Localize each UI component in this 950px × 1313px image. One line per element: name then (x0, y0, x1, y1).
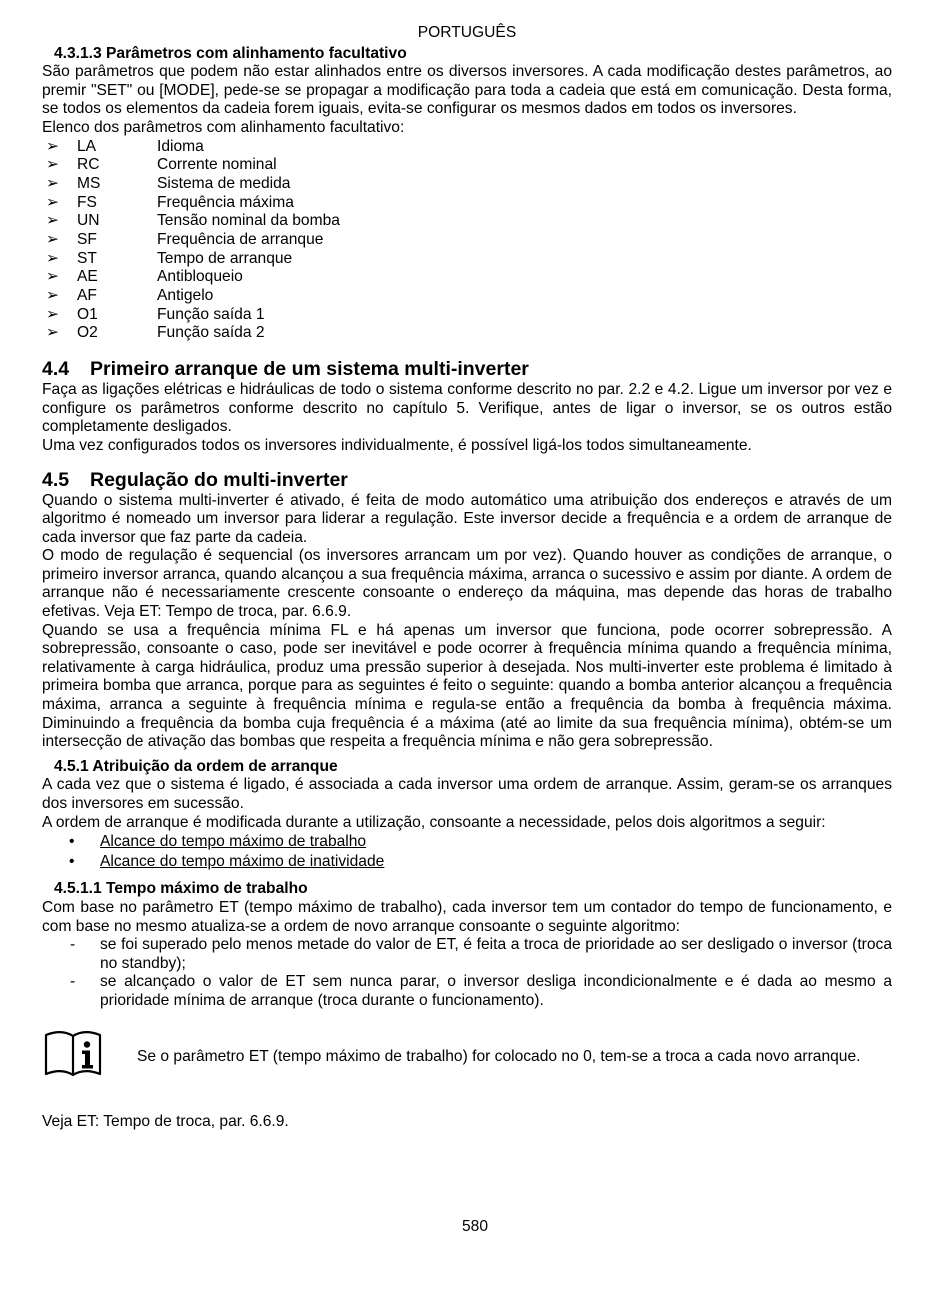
param-label: Função saída 2 (157, 324, 265, 342)
list-item (42, 287, 892, 306)
list-item (42, 936, 892, 973)
param-code: RC (77, 156, 100, 174)
param-label: Corrente nominal (157, 156, 277, 174)
param-code: ST (77, 249, 97, 267)
heading-4-5 (42, 469, 892, 491)
page-header: PORTUGUÊS (417, 24, 517, 41)
list-title: Elenco dos parâmetros com alinhamento facultativo: (42, 118, 405, 136)
paragraph: Com base no parâmetro ET (tempo máximo de trabalho), cada inversor tem um contador do tempo de funcionamento, e com base no mesmo atualiza-se a ordem de novo arranque consoante o seguinte algoritmo: (42, 898, 892, 935)
paragraph: A ordem de arranque é modificada durante a utilização, consoante a necessidade, pelos dois algoritmos a seguir: (42, 813, 826, 831)
bullet-icon: • (69, 852, 75, 870)
list-item (42, 194, 892, 213)
param-code: O2 (77, 324, 98, 342)
list-item (42, 973, 892, 1010)
arrow-bullet-icon: ➢ (46, 174, 60, 192)
page-number: 580 (461, 1218, 489, 1235)
algorithm-list (42, 833, 892, 871)
heading-4-5-1-1: 4.5.1.1 Tempo máximo de trabalho (54, 880, 308, 898)
param-label: Frequência máxima (157, 193, 294, 211)
arrow-bullet-icon: ➢ (46, 305, 60, 323)
arrow-bullet-icon: ➢ (46, 156, 60, 174)
param-code: O1 (77, 305, 98, 323)
list-item (42, 212, 892, 231)
param-label: Sistema de medida (157, 174, 291, 192)
paragraph: O modo de regulação é sequencial (os inversores arrancam um por vez). Quando houver as condições de arranque, o primeiro inversor arranca, quando alcançou a sua frequência máxima, arranca o sucessivo e assim por diante. A ordem de arranque não é necessariamente crescente consoante o endereço da máquina, mas depende das horas de trabalho efetivas. Veja ET: Tempo de troca, par. 6.6.9. (42, 547, 892, 621)
list-item (42, 306, 892, 325)
link-text[interactable]: Alcance do tempo máximo de trabalho (100, 833, 367, 851)
link-text[interactable]: Alcance do tempo máximo de inatividade (100, 852, 385, 870)
rule-list (42, 936, 892, 1010)
arrow-bullet-icon: ➢ (46, 212, 60, 230)
dash-bullet: - (70, 936, 76, 954)
list-item (42, 231, 892, 250)
param-code: UN (77, 212, 100, 230)
param-label: Idioma (157, 137, 204, 155)
section-number: 4.4 (42, 358, 70, 381)
list-item (42, 324, 892, 343)
book-info-icon (42, 1028, 137, 1086)
heading-4-5-1: 4.5.1 Atribuição da ordem de arranque (54, 757, 338, 775)
arrow-bullet-icon: ➢ (46, 249, 60, 267)
list-item (42, 250, 892, 269)
param-code: AE (77, 268, 98, 286)
paragraph: São parâmetros que podem não estar alinhados entre os diversos inversores. A cada modificação destes parâmetros, ao premir "SET" ou [MODE], pede-se se propagar a modificação para toda a cadeia que está em comunicação. Desta forma, se todos os elementos da cadeia forem iguais, evita-se configurar os mesmos dados em todos os inversores. (42, 63, 892, 118)
arrow-bullet-icon: ➢ (46, 231, 60, 248)
dash-bullet: - (70, 973, 76, 991)
paragraph: Faça as ligações elétricas e hidráulicas de todo o sistema conforme descrito no par. 2.2 e 4.2. Ligue um inversor por vez e configure os parâmetros conforme descrito no capítulo 5. Verifique, antes de ligar o inversor, se os outros estão completamente desligados. (42, 381, 892, 436)
paragraph: Quando o sistema multi-inverter é ativado, é feita de modo automático uma atribuição dos endereços e através de um algoritmo é nomeado um inversor para liderar a regulação. Este inversor decide a frequência e a ordem de arranque de cada inversor que faz parte da cadeia. (42, 491, 892, 546)
list-item (42, 833, 892, 852)
section-title: Regulação do multi-inverter (90, 468, 348, 491)
list-item (42, 175, 892, 194)
param-label: Antibloqueio (157, 268, 243, 286)
section-title: Primeiro arranque de um sistema multi-inverter (90, 358, 529, 381)
list-text: se foi superado pelo menos metade do valor de ET, é feita a troca de prioridade ao ser desligado o inversor (troca no standby); (100, 936, 892, 972)
arrow-bullet-icon: ➢ (46, 268, 60, 286)
list-item (42, 156, 892, 175)
arrow-bullet-icon: ➢ (46, 193, 60, 211)
cross-reference: Veja ET: Tempo de troca, par. 6.6.9. (42, 1112, 289, 1130)
info-note (42, 1028, 892, 1100)
list-item (42, 268, 892, 287)
param-code: AF (77, 287, 97, 305)
paragraph: Quando se usa a frequência mínima FL e há apenas um inversor que funciona, pode ocorrer sobrepressão. A sobrepressão, consoante o caso, pode ser inevitável e pode ocorrer à frequência mínima quando a frequência mínima, relativamente à carga hidráulica, produz uma pressão superior à desejada. Nos multi-inverter este problema é limitado à primeira bomba que arranca, porque para as seguintes é feito o seguinte: quando a bomba anterior alcançou a frequência máxima, arranca a seguinte à frequência mínima e regula-se então a frequência da bomba à frequência máxima. Diminuindo a frequência da bomba cuja frequência é a máxima (até ao limite da sua frequência mínima), obtém-se um intersecção de ativação das bombas que respeita a frequência mínima e não gera sobrepressão. (42, 621, 892, 751)
bullet-icon: • (69, 833, 75, 851)
list-item (42, 138, 892, 157)
section-number: 4.5 (42, 468, 70, 491)
param-code: FS (77, 193, 97, 211)
arrow-bullet-icon: ➢ (46, 324, 60, 342)
heading-4-3-1-3: 4.3.1.3 Parâmetros com alinhamento facultativo (54, 44, 407, 62)
paragraph: A cada vez que o sistema é ligado, é associada a cada inversor uma ordem de arranque. Assim, geram-se os arranques dos inversores em sucessão. (42, 776, 892, 812)
arrow-bullet-icon: ➢ (46, 137, 60, 155)
param-label: Tensão nominal da bomba (157, 212, 340, 230)
param-code: MS (77, 174, 101, 192)
param-code: LA (77, 137, 97, 155)
heading-4-4 (42, 358, 892, 380)
note-text: Se o parâmetro ET (tempo máximo de trabalho) for colocado no 0, tem-se a troca a cada novo arranque. (137, 1047, 861, 1065)
param-label: Antigelo (157, 287, 214, 305)
list-text: se alcançado o valor de ET sem nunca parar, o inversor desliga incondicionalmente e é dada ao mesmo a prioridade mínima de arranque (troca durante o funcionamento). (100, 973, 892, 1009)
param-label: Frequência de arranque (157, 231, 324, 248)
list-item (42, 853, 892, 872)
parameter-list (42, 138, 892, 344)
param-label: Tempo de arranque (157, 249, 293, 267)
param-label: Função saída 1 (157, 305, 265, 323)
paragraph: Uma vez configurados todos os inversores individualmente, é possível ligá-los todos simultaneamente. (42, 436, 752, 454)
param-code: SF (77, 231, 97, 248)
document-page (42, 24, 892, 1131)
arrow-bullet-icon: ➢ (46, 287, 60, 305)
